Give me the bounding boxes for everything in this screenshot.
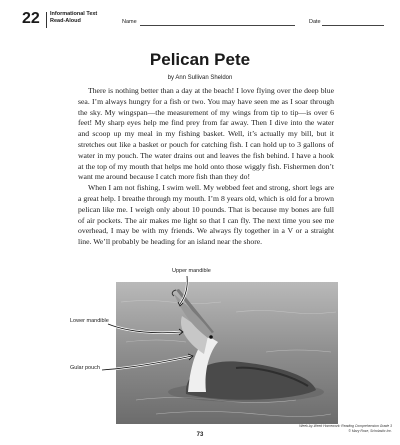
gular-pouch-label: Gular pouch: [70, 365, 100, 371]
name-label: Name: [122, 19, 137, 25]
page-header: [22, 10, 384, 30]
credit-line-1: Week-by-Week Homework: Reading Comprehension Grade 3: [299, 424, 392, 428]
credit-line-2: © Mary Rose, Scholastic Inc.: [348, 428, 392, 433]
name-field[interactable]: [140, 25, 295, 26]
header-divider: [46, 12, 47, 28]
date-field[interactable]: [322, 25, 384, 26]
footer-page-number: 73: [196, 432, 204, 438]
date-label: Date: [309, 19, 321, 25]
pelican-figure: [22, 266, 382, 436]
paragraph-2: When I am not fishing, I swim well. My webbed feet and strong, short legs are a great help. I breathe through my mouth. I’m 8 years old, which is old for a brown pelican like me. I weigh only about 10 pounds. That is because my bones are full of air pockets. The air makes me light so that I can fly. The next time you see me overhead, I may be with my friends. We always fly together in a V or a straight line. We’ll probably be heading for an island near the shore.: [78, 183, 334, 247]
paragraph-1: There is nothing better than a day at the beach! I love flying over the deep blue sea. I’m always hungry for a fish or two. You may have seen me as I soar through the sky. My wingspan—the measurement of my wings from tip to tip—is over 6 feet! My sharp eyes help me find prey from far away. Then I dive into the water and scoop up my meal in my fishing basket. Well, it’s actually my bill, but it stretches out like a basket or pouch for catching fish. I can hold up to 3 gallons of water in my pouch. The water drains out and leaves the fish behind. I have a hook at the top of my mouth that helps me hold onto those wiggly fish. Fishermen don’t want me around because I catch more fish than they do!: [78, 86, 334, 182]
series-label: [50, 11, 97, 25]
series-line-1: Informational Text: [50, 11, 98, 17]
page-number: 22: [22, 10, 40, 27]
upper-mandible-label: Upper mandible: [172, 268, 211, 274]
series-line-2: Read-Aloud: [50, 18, 81, 24]
callout-leaders: [22, 266, 382, 436]
article-byline: by Ann Sullivan Sheldon: [167, 75, 233, 81]
article-body: [78, 86, 334, 248]
article-title: Pelican Pete: [149, 50, 251, 69]
lower-mandible-label: Lower mandible: [70, 318, 109, 324]
